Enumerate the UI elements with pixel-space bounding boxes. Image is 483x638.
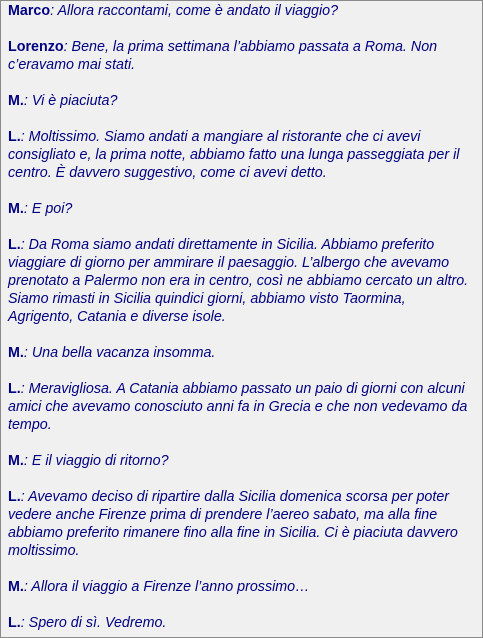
dialogue-line: [8, 92, 474, 110]
dialogue-line: [8, 380, 474, 434]
line-text: : Bene, la prima settimana l’abbiamo passata a Roma. Non c’eravamo mai stati.: [8, 39, 438, 73]
line-text: : Moltissimo. Siamo andati a mangiare al ristorante che ci avevi consigliato e, la prima notte, abbiamo fatto una lunga passeggiata per il centro. È davvero suggestivo, come ci avevi detto.: [8, 129, 460, 181]
line-text: : Una bella vacanza insomma.: [23, 345, 216, 361]
speaker-name: M.: [8, 201, 24, 217]
speaker-name: L.: [8, 237, 21, 253]
speaker-name: L.: [8, 381, 21, 397]
line-text: : Avevamo deciso di ripartire dalla Sicilia domenica scorsa per poter vedere anche Firenze prima di prendere l’aereo sabato, ma alla fine abbiamo preferito rimanere fino alla fine in Sicilia. Ci è piaciuta davvero moltissimo.: [8, 489, 458, 559]
speaker-name: L.: [8, 615, 21, 631]
line-text: : Da Roma siamo andati direttamente in Sicilia. Abbiamo preferito viaggiare di giorno per ammirare il paesaggio. L’albergo che avevamo prenotato a Palermo non era in centro, così ne abbiamo cercato un altro. Siamo rimasti in Sicilia quindici giorni, abbiamo visto Taormina, Agrigento, Catania e diverse isole.: [8, 237, 469, 325]
line-text: : Meravigliosa. A Catania abbiamo passato un paio di giorni con alcuni amici che avevamo conosciuto anni fa in Grecia e che non vedevamo da tempo.: [8, 381, 468, 433]
dialogue-line: [8, 236, 474, 326]
speaker-name: M.: [8, 345, 24, 361]
dialogue-line: [8, 344, 474, 362]
line-text: : Allora raccontami, come è andato il viaggio?: [50, 3, 339, 19]
line-text: : E il viaggio di ritorno?: [23, 453, 169, 469]
dialogue-line: [8, 128, 474, 182]
dialogue-line: [8, 452, 474, 470]
speaker-name: M.: [8, 579, 24, 595]
dialogue-content: [1, 1, 482, 632]
speaker-name: L.: [8, 489, 21, 505]
speaker-name: Marco: [8, 3, 51, 19]
speaker-name: M.: [8, 93, 24, 109]
dialogue-line: [8, 2, 474, 20]
line-text: : Vi è piaciuta?: [23, 93, 118, 109]
dialogue-line: [8, 578, 474, 596]
dialogue-line: [8, 38, 474, 74]
dialogue-line: [8, 488, 474, 560]
dialogue-line: [8, 200, 474, 218]
dialogue-line: [8, 614, 474, 632]
speaker-name: Lorenzo: [8, 39, 64, 55]
line-text: : Allora il viaggio a Firenze l’anno prossimo…: [23, 579, 310, 595]
line-text: : Spero di sì. Vedremo.: [20, 615, 167, 631]
line-text: : E poi?: [23, 201, 73, 217]
speaker-name: M.: [8, 453, 24, 469]
speaker-name: L.: [8, 129, 21, 145]
